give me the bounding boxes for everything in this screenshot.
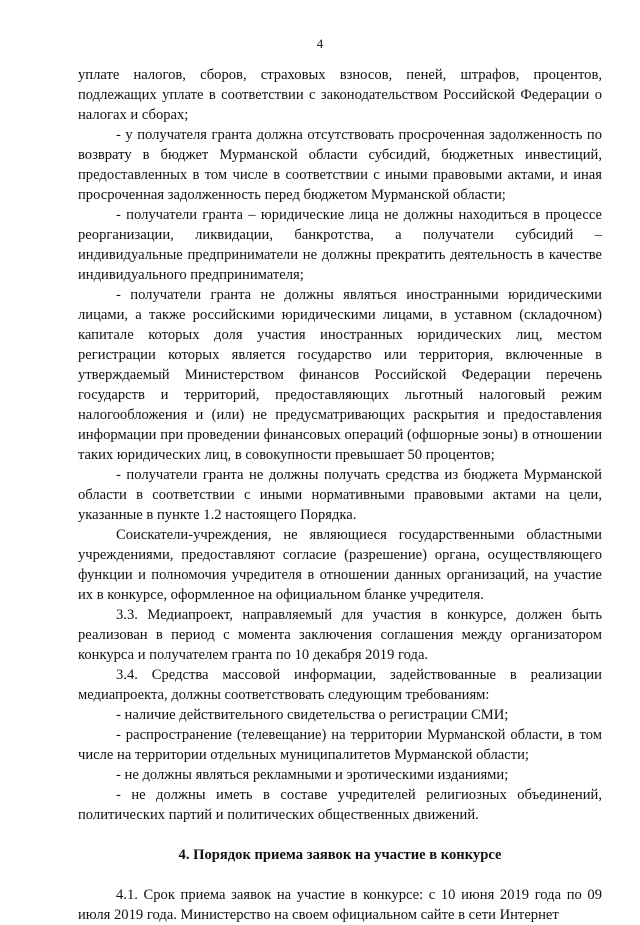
paragraph-3-4: 3.4. Средства массовой информации, задействованные в реализации медиапроекта, должны соответствовать следующим требованиям: [78,667,602,703]
section-heading: 4. Порядок приема заявок на участие в конкурсе [178,847,502,863]
requirement-broadcasting: - распространение (телевещание) на территории Мурманской области, в том числе на территории отдельных муниципалитетов Мурманской области; [78,727,602,763]
paragraph-4-1: 4.1. Срок приема заявок на участие в конкурсе: с 10 июня 2019 года по 09 июля 2019 года. Министерство на своем официальном сайте в сети Интернет [78,887,602,923]
paragraph-no-reorganization: - получатели гранта – юридические лица не должны находиться в процессе реорганизации, ликвидации, банкротства, а получатели субсидий – индивидуальные предприниматели не должны прекратить деятельность в качестве индивидуального предпринимателя; [78,207,602,283]
requirement-no-advertising: - не должны являться рекламными и эротическими изданиями; [116,767,509,783]
paragraph-3-3: 3.3. Медиапроект, направляемый для участия в конкурсе, должен быть реализован в период с момента заключения соглашения между организатором конкурса и получателем гранта по 10 декабря 2019 года. [78,607,602,663]
paragraph-no-foreign-entities: - получатели гранта не должны являться иностранными юридическими лицами, а также российскими юридическими лицами, в уставном (складочном) капитале которых доля участия иностранных юридических лиц, местом регистрации которых является государство или территория, включенные в утверждаемый Министерством финансов Российской Федерации перечень государств и территорий, предоставляющих льготный налоговый режим налогообложения и (или) не предусматривающих раскрытия и предоставления информации при проведении финансовых операций (офшорные зоны) в отношении таких юридических лиц, в совокупности превышает 50 процентов; [78,287,602,463]
requirement-registration: - наличие действительного свидетельства о регистрации СМИ; [116,707,509,723]
page-number: 4 [316,36,324,51]
requirement-no-religious-founders: - не должны иметь в составе учредителей религиозных объединений, политических партий и политических общественных движений. [78,787,602,823]
paragraph-no-overdue-debt: - у получателя гранта должна отсутствовать просроченная задолженность по возврату в бюджет Мурманской области субсидий, бюджетных инвестиций, предоставленных в том числе в соответствии с иными правовыми актами, и иная просроченная задолженность перед бюджетом Мурманской области; [78,127,602,203]
paragraph-institution-applicants: Соискатели-учреждения, не являющиеся государственными областными учреждениями, предоставляют согласие (разрешение) органа, осуществляющего функции и полномочия учредителя в отношении данных организаций, на участие их в конкурсе, оформленное на официальном бланке учредителя. [78,527,602,603]
document-body [78,65,602,925]
paragraph-no-other-budget-funds: - получатели гранта не должны получать средства из бюджета Мурманской области в соответствии с иными нормативными правовыми актами на цели, указанные в пункте 1.2 настоящего Порядка. [78,467,602,523]
paragraph-taxes-continuation: уплате налогов, сборов, страховых взносов, пеней, штрафов, процентов, подлежащих уплате в соответствии с законодательством Российской Федерации о налогах и сборах; [78,67,602,123]
